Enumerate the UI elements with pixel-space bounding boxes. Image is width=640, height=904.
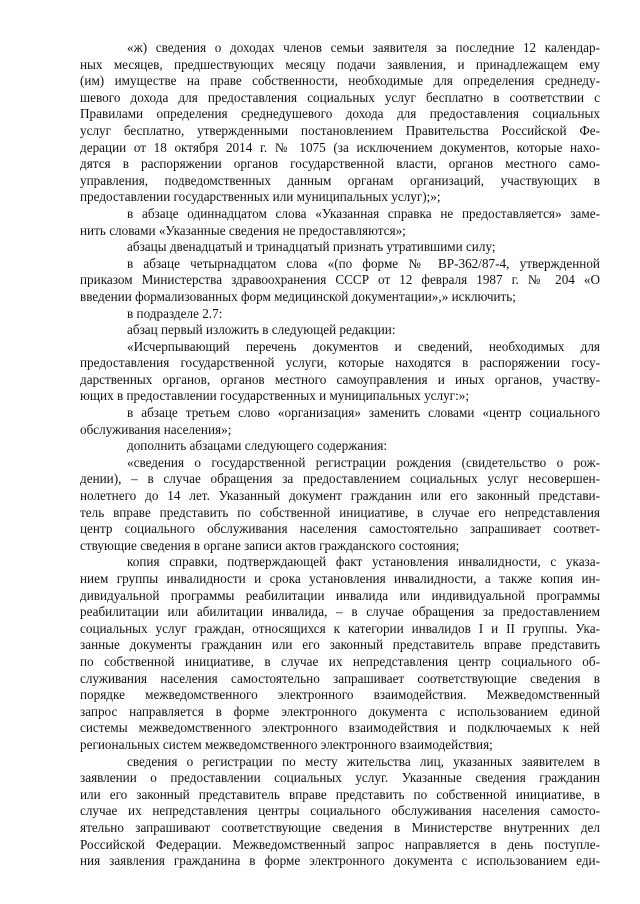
text-line: ятельно запрашивают соответствующие сведения в Министерстве внутренних дел xyxy=(80,819,600,835)
text-line: дивидуальной программы реабилитации инвалида или индивидуальной программы xyxy=(80,587,600,603)
text-line: (им) имуществе на праве собственности, необходимые для определения среднеду- xyxy=(80,73,600,89)
paragraph xyxy=(80,206,600,239)
paragraph xyxy=(80,239,600,256)
text-line: дерации от 18 октября 2014 г. № 1075 (за исключением документов, которые нахо- xyxy=(80,139,600,155)
text-line: Российской Федерации. Межведомственный запрос направляется в день поступле- xyxy=(80,836,600,852)
text-line: дополнить абзацами следующего содержания: xyxy=(127,438,388,454)
text-line: введении формализованных форм медицинской документации»,» исключить; xyxy=(80,288,516,304)
text-line: обслуживания населения»; xyxy=(80,421,232,437)
text-line: реабилитации или абилитации инвалида, – в случае обращения за предоставлением xyxy=(80,604,600,620)
text-line: абзац первый изложить в следующей редакции: xyxy=(127,322,396,338)
paragraph xyxy=(80,322,600,339)
text-line: шевого дохода для предоставления социальных услуг бесплатно в соответствии с xyxy=(80,89,600,105)
text-line: или его законный представитель вправе представить по собственной инициативе, в xyxy=(80,786,600,802)
text-line: центр социального обслуживания населения самостоятельно запрашивает соответ- xyxy=(80,521,600,537)
text-line: региональных систем межведомственного электронного взаимодействия; xyxy=(80,736,493,752)
text-line: Правилами определения среднедушевого дохода для предоставления социальных xyxy=(80,106,600,122)
text-line: дарственных органов, органов местного самоуправления и иных органов, участву- xyxy=(80,371,600,387)
text-line: случае их непредставления центры социального обслуживания населения самосто- xyxy=(80,803,600,819)
text-line: предоставления государственной услуги, которые находятся в распоряжении госу- xyxy=(80,355,600,371)
text-line: сведения о регистрации по месту жительства лиц, указанных заявителем в xyxy=(127,753,600,769)
text-line: тель вправе представить по собственной инициативе, в случае его непредставления xyxy=(80,504,600,520)
paragraph xyxy=(80,40,600,206)
text-line: системы межведомственного электронного взаимодействия и подключаемых к ней xyxy=(80,720,600,736)
text-line: ния заявления гражданина в форме электронного документа с использованием еди- xyxy=(80,853,600,869)
text-line: ствующие сведения в органе записи актов гражданского состояния; xyxy=(80,537,460,553)
paragraph xyxy=(80,554,600,753)
text-line: в абзаце четырнадцатом слова «(по форме № ВР-362/87-4, утвержденной xyxy=(127,255,600,271)
text-line: копия справки, подтверждающей факт установления инвалидности, с указа- xyxy=(127,554,600,570)
paragraph xyxy=(80,306,600,323)
paragraph xyxy=(80,339,600,405)
text-line: ющих в предоставлении государственных и муниципальных услуг:»; xyxy=(80,388,470,404)
text-line: по собственной инициативе, в случае их непредставления центр социального об- xyxy=(80,653,600,669)
text-line: служивания населения самостоятельно запрашивает соответствующие сведения в xyxy=(80,670,600,686)
text-line: управления, подведомственных данным органам организаций, участвующих в xyxy=(80,172,600,188)
text-line: услуг бесплатно, утвержденными постановлением Правительства Российской Фе- xyxy=(80,122,600,138)
paragraph xyxy=(80,438,600,455)
text-line: «Исчерпывающий перечень документов и сведений, необходимых для xyxy=(127,338,600,354)
text-line: заявлении о предоставлении социальных услуг. Указанные сведения гражданин xyxy=(80,770,600,786)
text-line: нить словами «Указанные сведения не предоставляются»; xyxy=(80,222,406,238)
text-line: в подразделе 2.7: xyxy=(127,305,223,321)
text-line: в абзаце одиннадцатом слова «Указанная справка не предоставляется» заме- xyxy=(127,205,600,221)
text-line: порядке межведомственного электронного взаимодействия. Межведомственный xyxy=(80,687,600,703)
text-line: предоставлении государственных или муниципальных услуг);»; xyxy=(80,189,441,205)
text-line: дении), – в случае обращения за предоставлением социальных услуг несовершен- xyxy=(80,471,600,487)
text-line: «ж) сведения о доходах членов семьи заявителя за последние 12 календар- xyxy=(127,40,600,55)
text-line: приказом Министерства здравоохранения СССР от 12 февраля 1987 г. № 204 «О xyxy=(80,272,600,288)
paragraph xyxy=(80,754,600,870)
text-line: ных месяцев, предшествующих месяцу подачи заявления, и принадлежащем ему xyxy=(80,56,600,72)
document-body xyxy=(80,40,600,870)
text-line: социальных услуг граждан, относящихся к категории инвалидов I и II группы. Ука- xyxy=(80,620,600,636)
paragraph xyxy=(80,256,600,306)
text-line: «сведения о государственной регистрации рождения (свидетельство о рож- xyxy=(127,454,600,470)
text-line: нолетнего до 14 лет. Указанный документ гражданин или его законный представи- xyxy=(80,488,600,504)
text-line: дятся в распоряжении органов государственной власти, органов местного само- xyxy=(80,156,600,172)
text-line: запрос направляется в форме электронного документа с использованием единой xyxy=(80,703,600,719)
paragraph xyxy=(80,405,600,438)
text-line: в абзаце третьем слово «организация» заменить словами «центр социального xyxy=(127,405,600,421)
text-line: нием группы инвалидности и срока установления инвалидности, а также копия ин- xyxy=(80,571,600,586)
text-line: абзацы двенадцатый и тринадцатый признать утратившими силу; xyxy=(127,239,496,255)
text-line: занные документы гражданин или его законный представитель вправе представить xyxy=(80,637,600,653)
paragraph xyxy=(80,455,600,555)
